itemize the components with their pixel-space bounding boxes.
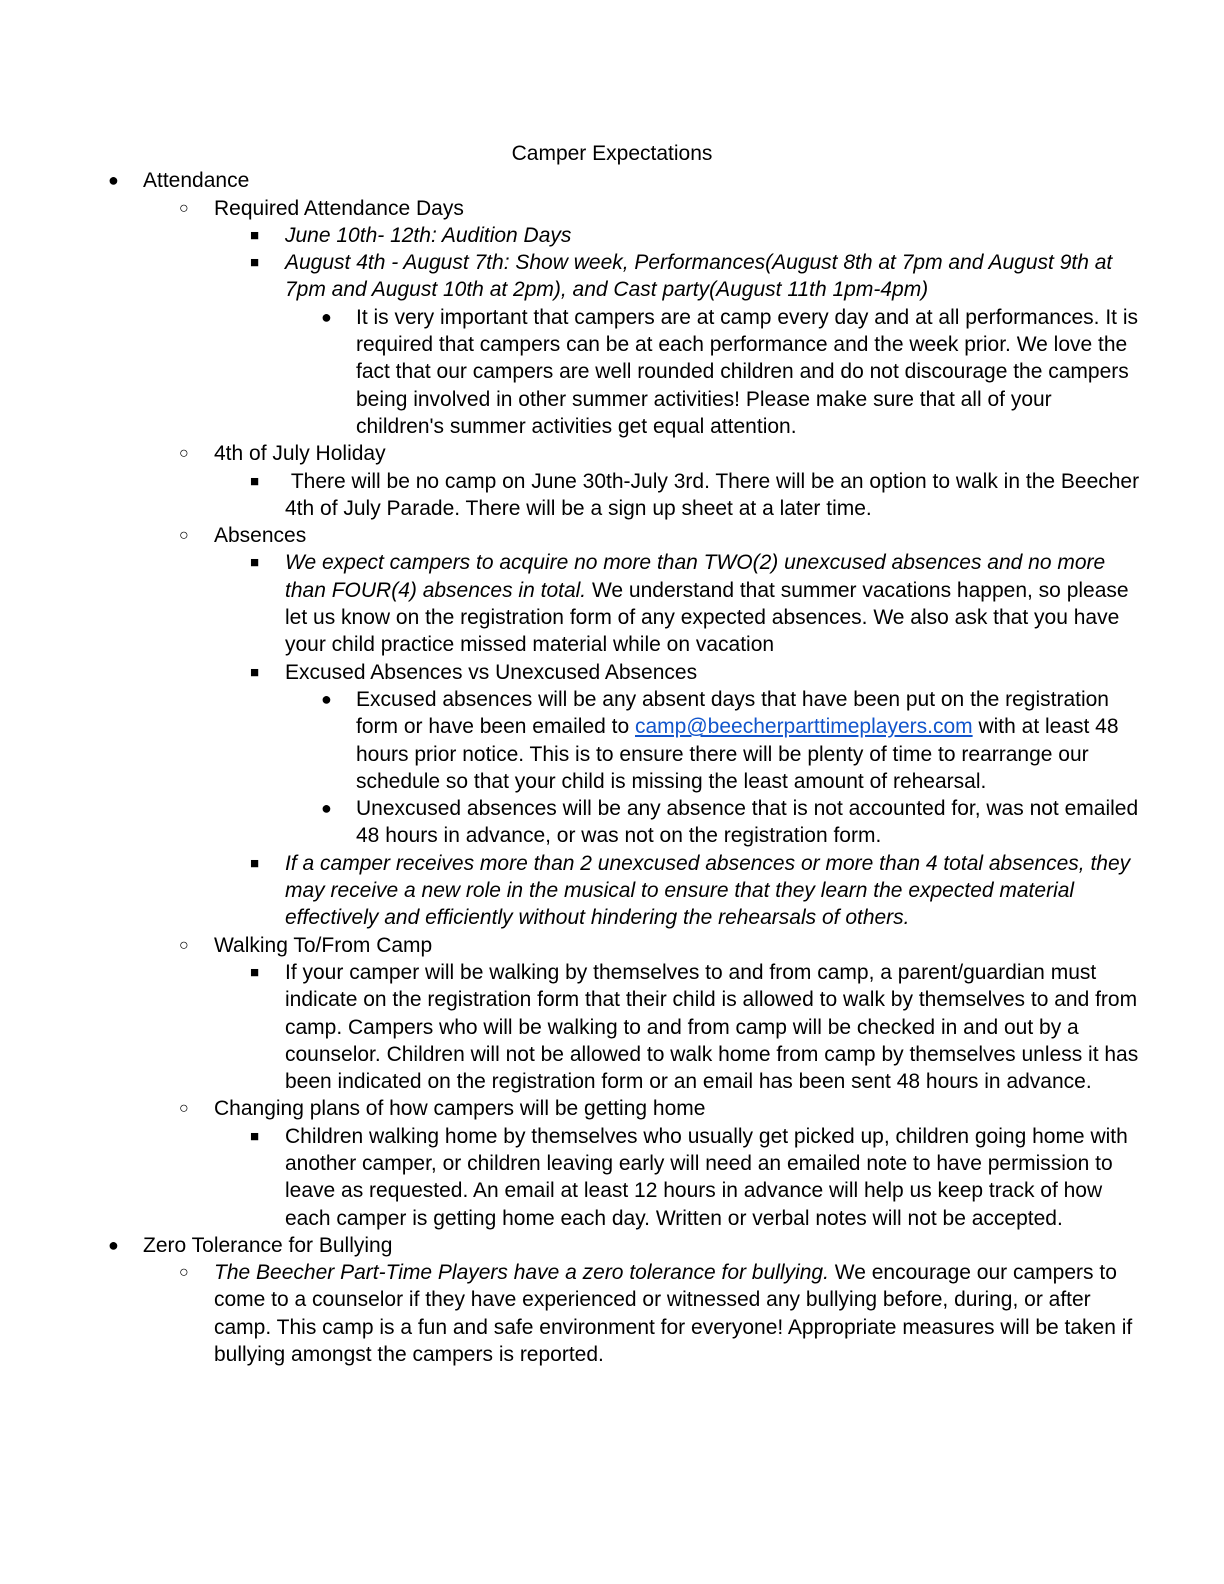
changing-plans-item <box>0 1095 1141 1122</box>
camp-email-link[interactable]: camp@beecherparttimeplayers.com <box>635 715 973 739</box>
bullet-circle: ○ <box>179 445 189 463</box>
bullet-disc: ● <box>108 170 119 191</box>
july-holiday-item <box>0 440 1141 467</box>
absences-item <box>0 522 1141 549</box>
absences-label: Absences <box>214 524 307 548</box>
walking-item <box>0 932 1141 959</box>
excused-absences-item <box>0 686 1141 795</box>
bullet-square: ■ <box>250 472 260 490</box>
section-bullying <box>0 1232 1140 1259</box>
bullet-disc: ● <box>321 688 332 709</box>
excused-vs-unexcused-item <box>0 659 1141 686</box>
absence-consequence-item <box>0 850 1141 932</box>
required-attendance-label: Required Attendance Days <box>214 196 464 220</box>
audition-days-item <box>0 222 1141 249</box>
required-attendance-item <box>0 195 1141 222</box>
section-attendance <box>0 167 1140 194</box>
bullet-disc: ● <box>321 306 332 327</box>
bullet-circle: ○ <box>179 1264 189 1282</box>
excused-vs-unexcused-label: Excused Absences vs Unexcused Absences <box>285 660 698 684</box>
attendance-importance-text: It is very important that campers are at camp every day and at all performances. It is required that campers can be at each performance and the week prior. We love the fact that our campers are well rounded children and do not discourage the campers being involved in other summer activities! Please make sure that all of your children's summer activities get equal attention. <box>356 305 1138 438</box>
bullet-disc: ● <box>108 1234 119 1255</box>
july-holiday-detail <box>0 468 1145 523</box>
document-title: Camper Expectations <box>511 142 713 165</box>
walking-label: Walking To/From Camp <box>214 933 433 957</box>
absence-limit-policy: We expect campers to acquire no more than TWO(2) unexcused absences and no more than FOUR(4) absences in total. <box>285 551 1106 602</box>
bullet-square: ■ <box>250 254 260 272</box>
bullet-square: ■ <box>250 1127 260 1145</box>
audition-days-text: June 10th- 12th: Audition Days <box>285 223 572 247</box>
unexcused-absences-text: Unexcused absences will be any absence that is not accounted for, was not emailed 48 hours in advance, or was not on the registration form. <box>356 797 1139 848</box>
july-holiday-label: 4th of July Holiday <box>214 442 386 466</box>
bullying-policy-text: We encourage our campers to come to a counselor if they have experienced or witnessed any bullying before, during, or after camp. This camp is a fun and safe environment for everyone! Appropriate measures will be taken if bullying amongst the campers is reported. <box>214 1261 1133 1367</box>
bullying-heading: Zero Tolerance for Bullying <box>143 1233 393 1257</box>
bullet-square: ■ <box>250 554 260 572</box>
document-body <box>0 167 1224 1368</box>
absence-consequence-text: If a camper receives more than 2 unexcused absences or more than 4 total absences, they may receive a new role in the musical to ensure that they learn the expected material effectively and efficiently without hindering the rehearsals of others. <box>285 851 1131 930</box>
changing-plans-label: Changing plans of how campers will be getting home <box>214 1097 706 1121</box>
show-week-item <box>0 249 1141 304</box>
bullet-square: ■ <box>250 963 260 981</box>
attendance-importance-item <box>0 304 1141 440</box>
absence-limit-note: We understand that summer vacations happen, so please let us know on the registration form of any expected absences. We also ask that you have your child practice missed material while on vacation <box>285 578 1129 657</box>
attendance-heading: Attendance <box>143 169 250 193</box>
changing-plans-text: Children walking home by themselves who usually get picked up, children going home with another camper, or children leaving early will need an emailed note to have permission to leave as requested. An email at least 12 hours in advance will help us keep track of how each camper is getting home each day. Written or verbal notes will not be accepted. <box>285 1124 1128 1230</box>
bullying-policy-item <box>0 1259 1141 1368</box>
unexcused-absences-item <box>0 795 1141 850</box>
bullet-square: ■ <box>250 226 260 244</box>
excused-absences-text-end: with at least 48 hours prior notice. This is to ensure there will be plenty of time to rearrange our schedule so that your child is missing the least amount of rehearsal. <box>356 715 1119 793</box>
bullet-circle: ○ <box>179 199 189 217</box>
bullet-disc: ● <box>321 798 332 819</box>
excused-absences-text-start: Excused absences will be any absent days that have been put on the registration form or have been emailed to <box>356 687 1109 739</box>
walking-text: If your camper will be walking by themselves to and from camp, a parent/guardian must indicate on the registration form that their child is allowed to walk by themselves to and from camp. Campers who will be walking to and from camp will be checked in and out by a counselor. Children will not be allowed to walk home from camp by themselves unless it has been indicated on the registration form or an email has been sent 48 hours in advance. <box>285 960 1139 1094</box>
bullet-circle: ○ <box>179 936 189 954</box>
bullet-circle: ○ <box>179 1100 189 1118</box>
bullying-policy-statement: The Beecher Part-Time Players have a zero tolerance for bullying. <box>214 1261 829 1285</box>
bullet-square: ■ <box>250 663 260 681</box>
walking-detail <box>0 959 1141 1095</box>
bullet-square: ■ <box>250 854 260 872</box>
changing-plans-detail <box>0 1123 1141 1232</box>
absence-limit-item <box>0 549 1141 658</box>
july-holiday-text: There will be no camp on June 30th-July 3rd. There will be an option to walk in the Beecher 4th of July Parade. There will be a sign up sheet at a later time. <box>285 469 1145 520</box>
bullet-circle: ○ <box>179 527 189 545</box>
show-week-text: August 4th - August 7th: Show week, Performances(August 8th at 7pm and August 9th at 7pm and August 10th at 2pm), and Cast party(August 11th 1pm-4pm) <box>285 251 1113 302</box>
